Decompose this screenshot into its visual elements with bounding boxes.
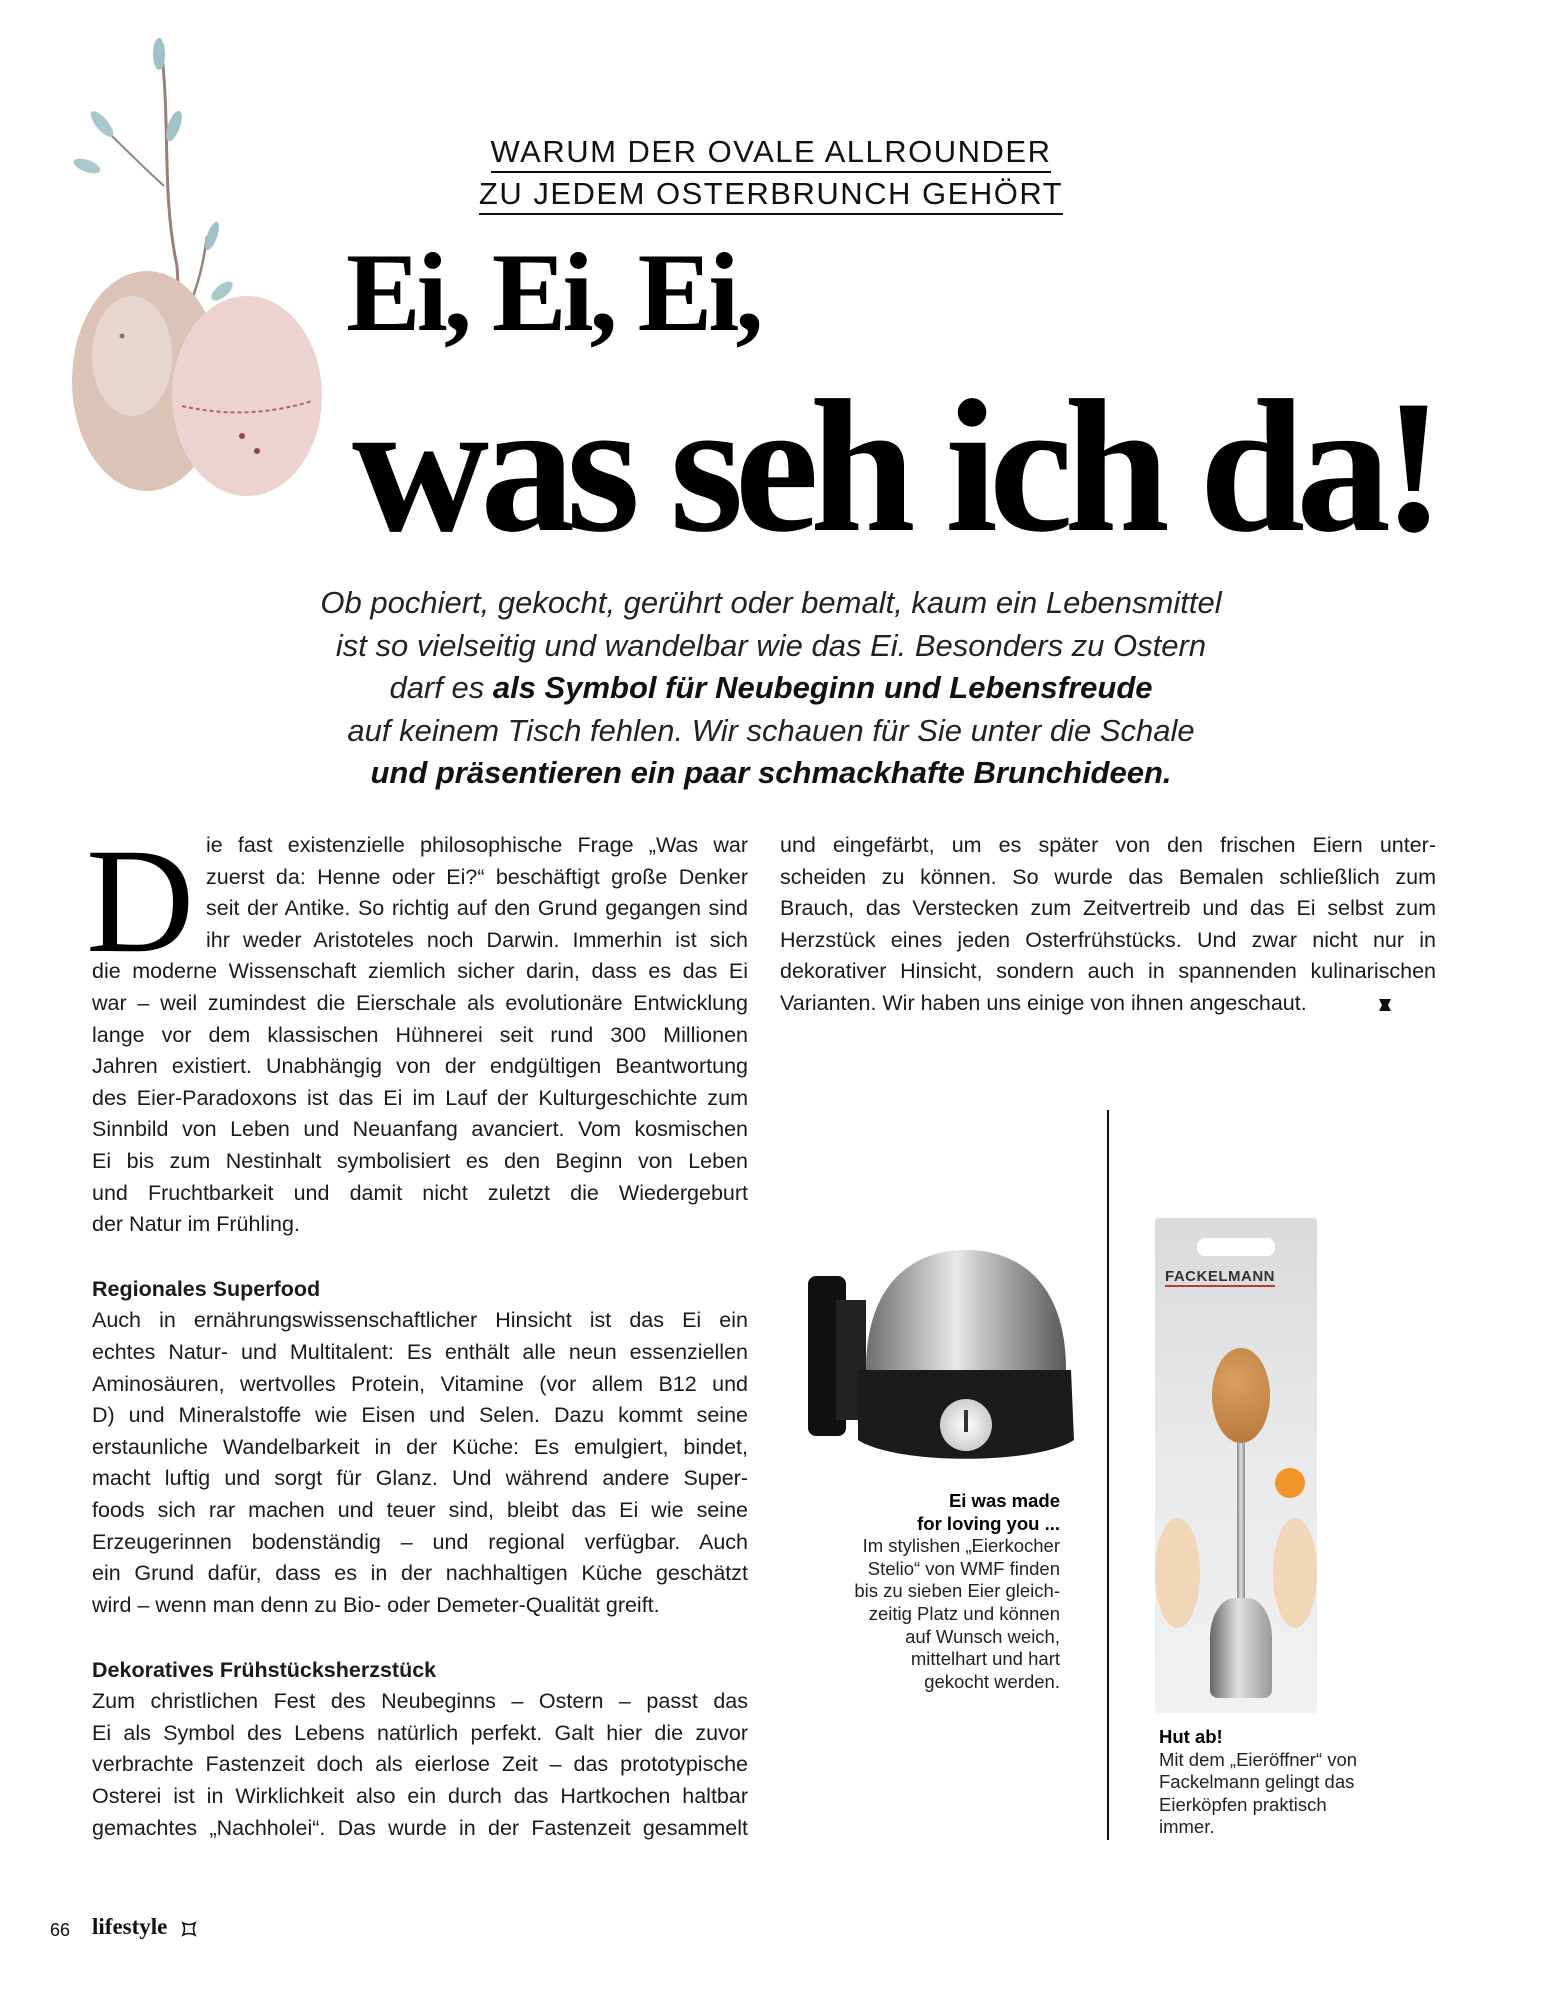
- intro-line: auf keinem Tisch fehlen. Wir schauen für Sie unter die Schale: [347, 712, 1195, 748]
- intro: [0, 582, 1542, 795]
- drop-cap: D: [86, 818, 195, 984]
- column-divider: [1107, 1110, 1109, 1840]
- page-number: 66: [50, 1920, 71, 1940]
- paragraph-gap: [92, 1621, 748, 1654]
- egg-opener-caption: [1159, 1726, 1419, 1839]
- section-heading: Regionales Superfood: [92, 1276, 321, 1301]
- body-line: dekorativer Hinsicht, sondern auch in spannenden kulinarischen: [780, 959, 1436, 984]
- kicker-text: WARUM DER OVALE ALLROUNDER: [491, 134, 1052, 173]
- caption-line: Fackelmann gelingt das: [1159, 1771, 1355, 1793]
- caption-line: bis zu sieben Eier gleich-: [854, 1580, 1060, 1602]
- body-line: zuerst da: Henne oder Ei?“ beschäftigt große Denker: [206, 864, 748, 889]
- body-line: Jahren existiert. Unabhängig von der endgültigen Beantwortung: [92, 1054, 748, 1079]
- headline-line-2: was seh ich da!: [352, 362, 1437, 572]
- caption-line: Stelio“ von WMF finden: [867, 1557, 1060, 1579]
- body-line: wird – wenn man denn zu Bio- oder Demeter-Qualität greift.: [92, 1592, 660, 1617]
- caption-title: Ei was made: [948, 1490, 1060, 1511]
- body-line: Osterei ist in Wirklichkeit also ein durch das Hartkochen haltbar: [92, 1783, 748, 1808]
- body-line: gemachtes „Nachholei“. Das wurde in der Fastenzeit gesammelt: [92, 1815, 748, 1840]
- body-line: Brauch, das Verstecken zum Zeitvertreib und das Ei selbst zum: [780, 896, 1436, 921]
- body-line: Zum christlichen Fest des Neubeginns – Ostern – passt das: [92, 1689, 748, 1714]
- egg-shape: [1273, 1518, 1317, 1628]
- headline-line-1: Ei, Ei, Ei,: [346, 231, 760, 355]
- section-heading: Dekoratives Frühstücksherzstück: [92, 1657, 437, 1682]
- body-line: des Eier-Paradoxons ist das Ei im Lauf der Kulturgeschichte zum: [92, 1085, 748, 1110]
- intro-line: ist so vielseitig und wandelbar wie das Ei. Besonders zu Ostern: [335, 627, 1207, 663]
- body-line: Varianten. Wir haben uns einige von ihnen angeschaut.: [780, 990, 1307, 1015]
- intro-line: [0, 752, 1542, 795]
- intro-emphasis: und präsentieren ein paar schmackhafte Brunchideen.: [370, 755, 1172, 790]
- caption-line: zeitig Platz und können: [868, 1602, 1060, 1624]
- body-line: verbrachte Fastenzeit doch als eierlose Zeit – das prototypische: [92, 1752, 748, 1777]
- kicker-text: ZU JEDEM OSTERBRUNCH GEHÖRT: [479, 176, 1063, 215]
- wooden-knob: [1212, 1348, 1270, 1443]
- section-name: lifestyle: [92, 1914, 168, 1939]
- body-line: seit der Antike. So richtig auf den Grund gegangen sind: [206, 896, 748, 921]
- egg-shape: [1155, 1518, 1200, 1628]
- body-line: ie fast existenzielle philosophische Frage „Was war: [206, 833, 748, 857]
- body-line: Auch in ernährungswissenschaftlicher Hinsicht ist das Ei ein: [92, 1308, 748, 1333]
- body-line: Sinnbild von Leben und Neuanfang avanciert. Vom kosmischen: [92, 1117, 748, 1142]
- body-line: macht luftig und sorgt für Glanz. Und während andere Super-: [92, 1466, 748, 1491]
- body-line: und eingefärbt, um es später von den frischen Eiern unter-: [780, 833, 1436, 857]
- body-line: Aminosäuren, wertvolles Protein, Vitamine (vor allem B12 und: [92, 1371, 748, 1396]
- body-line: lange vor dem klassischen Hühnerei seit rund 300 Millionen: [92, 1022, 748, 1047]
- easter-eggs-illustration: [62, 36, 352, 498]
- paragraph-gap: [92, 1241, 748, 1274]
- body-line: ihr weder Aristoteles noch Darwin. Immerhin ist sich: [206, 927, 748, 952]
- body-column-2: [780, 830, 1436, 1020]
- opener-cup: [1210, 1598, 1272, 1698]
- body-line: foods sich rar machen und teuer sind, bleibt das Ei wie seine: [92, 1498, 748, 1523]
- caption-line: gekocht werden.: [924, 1670, 1060, 1692]
- body-column-1: [92, 830, 748, 1844]
- caption-line: Im stylishen „Eierkocher: [862, 1535, 1060, 1557]
- body-line: Ei bis zum Nestinhalt symbolisiert es den Beginn von Leben: [92, 1148, 748, 1173]
- body-line: erstaunliche Wandelbarkeit in der Küche: Es emulgiert, bindet,: [92, 1434, 748, 1459]
- body-line: Erzeugerinnen bodenständig – und regional verfügbar. Auch: [92, 1529, 748, 1554]
- brand-logo: FACKELMANN: [1165, 1268, 1275, 1285]
- egg-yolk: [1275, 1468, 1305, 1498]
- kicker-line-2: [0, 176, 1542, 212]
- body-line: scheiden zu können. So wurde das Bemalen schließlich zum: [780, 864, 1436, 889]
- hang-hole: [1197, 1238, 1275, 1256]
- body-line: ein Grund dafür, dass es in der nachhaltigen Küche geschätzt: [92, 1561, 748, 1586]
- caption-line: Eierköpfen praktisch: [1159, 1793, 1327, 1815]
- opener-shaft: [1237, 1443, 1245, 1603]
- body-line: war – weil zumindest die Eierschale als evolutionäre Entwicklung: [92, 990, 748, 1015]
- caption-line: mittelhart und hart: [910, 1648, 1060, 1670]
- body-line: und Fruchtbarkeit und damit nicht zuletzt die Wiedergeburt: [92, 1180, 748, 1205]
- body-line: die moderne Wissenschaft ziemlich sicher darin, dass es das Ei: [92, 959, 748, 984]
- end-mark-icon: [1378, 998, 1392, 1012]
- intro-emphasis: als Symbol für Neubeginn und Lebensfreude: [492, 670, 1153, 705]
- egg-cooker-image: [796, 1240, 1096, 1480]
- intro-text: darf es: [389, 670, 493, 705]
- body-line: der Natur im Frühling.: [92, 1212, 300, 1237]
- caption-line: auf Wunsch weich,: [905, 1625, 1060, 1647]
- body-line: Ei als Symbol des Lebens natürlich perfekt. Galt hier die zuvor: [92, 1720, 748, 1745]
- kicker-line-1: [0, 134, 1542, 170]
- caption-title: for loving you ...: [917, 1512, 1060, 1534]
- intro-line: Ob pochiert, gekocht, gerührt oder bemalt, kaum ein Lebensmittel: [320, 585, 1222, 620]
- body-line: Herzstück eines jeden Osterfrühstücks. Und zwar nicht nur in: [780, 927, 1436, 952]
- intro-line: [0, 667, 1542, 710]
- body-line: echtes Natur- und Multitalent: Es enthält alle neun essenziellen: [92, 1340, 748, 1365]
- caption-line: Mit dem „Eieröffner“ von: [1159, 1748, 1358, 1770]
- flower-icon: [180, 1920, 198, 1938]
- caption-title: Hut ab!: [1159, 1726, 1223, 1747]
- body-line: D) und Mineralstoffe wie Eisen und Selen. Dazu kommt seine: [92, 1403, 748, 1428]
- caption-line: immer.: [1159, 1816, 1215, 1838]
- egg-cooker-caption: [780, 1490, 1060, 1693]
- egg-opener-image: [1155, 1218, 1317, 1713]
